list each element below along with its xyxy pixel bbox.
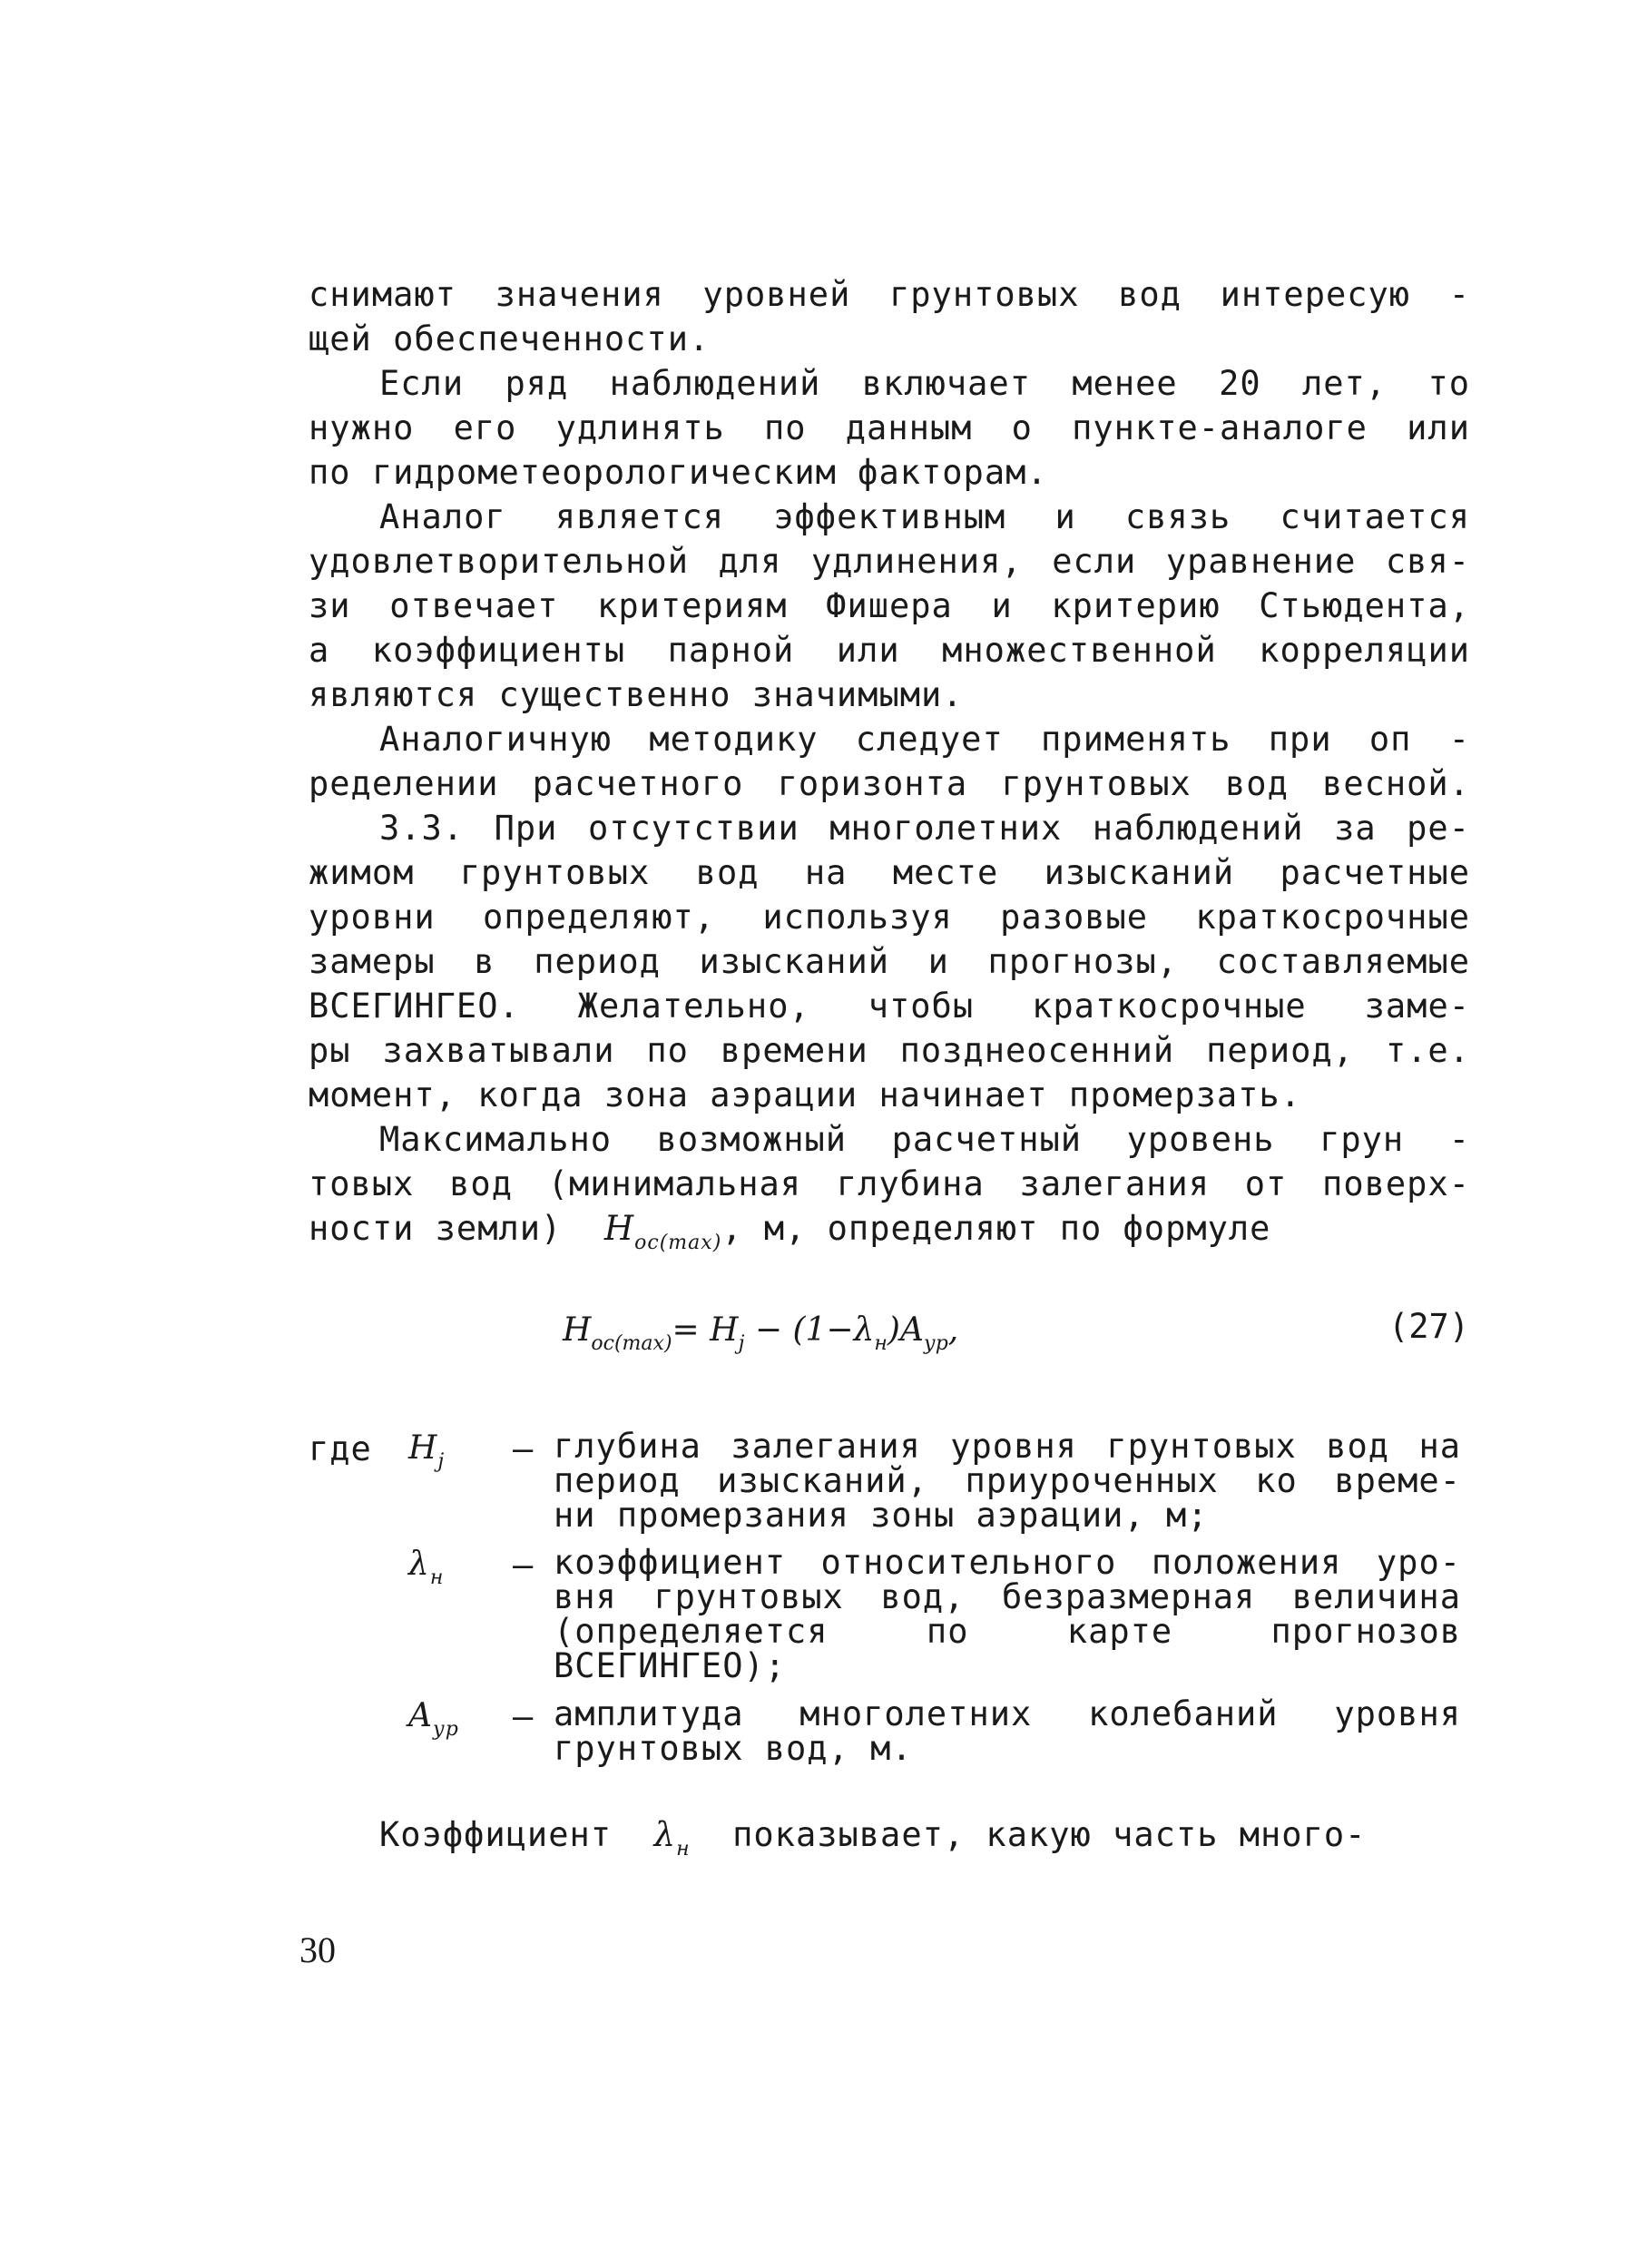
text-line: момент, когда зона аэрации начинает промерзать. [309,1075,1301,1114]
definition-line: (определяется по карте прогнозов [554,1612,1461,1651]
text-line: а коэффициенты парной или множественной корреляции [309,631,1470,670]
definition-line: вня грунтовых вод, безразмерная величина [554,1577,1461,1616]
text-line: товых вод (минимальная глубина залегания от поверх- [309,1164,1470,1203]
text-line: Аналогичную методику следует применять при оп - [379,720,1470,759]
definition-line: период изысканий, приуроченных ко време- [554,1461,1461,1500]
body-text [309,272,1470,1254]
text-line: по гидрометеорологическим факторам. [309,453,1048,492]
symbol-a: $A_{ур}$ [408,1697,459,1741]
symbol-lambda: $\lambda_н$ [408,1546,445,1589]
where-label: где [309,1429,372,1468]
text-line: уровни определяют, используя разовые краткосрочные [309,898,1470,937]
definition-line: ни промерзания зоны аэрации, м; [554,1496,1209,1535]
text-line: ры захватывали по времени позднеосенний период, т.е. [309,1031,1470,1070]
symbol-lambda: λ [653,1815,677,1854]
text-line: являются существенно значимыми. [309,675,964,714]
text-line: ВСЕГИНГЕО. Желательно, чтобы краткосрочные заме- [309,987,1470,1026]
text-line: щей обеспеченности. [309,319,711,358]
closing-line: Коэффициент $\lambda_н$ показывает, какую часть много- [379,1815,1367,1861]
text-line: удовлетворительной для удлинения, если уравнение свя- [309,542,1470,581]
document-page: снимают значения уровней грунтовых вод интересую - щей обеспеченности. Если ряд наблюдений включает менее 20 лет, то нужно его удлинять по данным о пункте-аналоге или по гидрометеорологическим факторам. Аналог является эффективным и связь считается удовлетворительной для удлинения, если уравнение свя- зи отвечает критериям Фишера и критерию Стьюдента, а коэффициенты парной или множественной корреляции являются существенно значимыми. Аналогичную методику следует применять при оп - ределении расчетного горизонта грунтовых вод весной. 3.3. При отсутствии многолетних наблюдений за ре- жимом грунтовых вод на месте изысканий расчетные уровни определяют, используя разовые краткосрочные замеры в период изысканий и прогнозы, составляемые ВСЕГИНГЕО. Желательно, чтобы краткосрочные заме- ры захватывали по времени позднеосенний период, т.е. момент, когда зона аэрации начинает промерзать. Максимально возможный расчетный уровень грун - товых вод (минимальная глубина залегания от поверх- ности земли) $H_{ос(max)}$, м, определяют по формуле $H_{ос(max)}= H_j - (1-\lambda_н)A_{ур}$, (27) где $H_j$ – глубина залегания уровня грунтовых вод на период изысканий, приуроченных ко време- ни промерзания зоны аэрации, м; $\lambda_н$ – коэффициент относительного положения уро- вня грунтовых вод, безразмерная величина (определяется по карте прогнозов ВСЕГИНГЕО); $A_{ур}$ – амплитуда многолетних колебаний уровня грунтовых вод, м. Коэффициент $\lambda_н$ показывает, какую часть много- 30 [0,0,1628,2268]
text-line: зи отвечает критериям Фишера и критерию Стьюдента, [309,586,1470,625]
symbol-hj: $H_j$ [408,1429,446,1473]
text-line: Если ряд наблюдений включает менее 20 лет, то [379,364,1470,403]
text-line-with-symbol: ности земли) $H_{ос(max)}$, м, определяют по формуле [309,1209,1271,1254]
text-line: жимом грунтовых вод на месте изысканий расчетные [309,853,1470,892]
text-line: нужно его удлинять по данным о пункте-аналоге или [309,408,1470,447]
definition-line: грунтовых вод, м. [554,1729,913,1768]
text-line: Максимально возможный расчетный уровень грун - [379,1120,1470,1159]
definition-line: амплитуда многолетних колебаний уровня [554,1694,1461,1733]
definition-line: глубина залегания уровня грунтовых вод на [554,1427,1461,1466]
formula-27: $H_{ос(max)}= H_j - (1-\lambda_н)A_{ур}$, [563,1311,959,1355]
definition-line: коэффициент относительного положения уро- [554,1543,1461,1582]
text-line: Аналог является эффективным и связь считается [379,497,1470,536]
page-number: 30 [299,1929,336,1970]
formula-number: (27) [1388,1307,1470,1346]
variable-subscript: ос(max) [634,1232,722,1254]
definition-line: ВСЕГИНГЕО); [554,1646,787,1685]
text-line: снимают значения уровней грунтовых вод интересую - [309,275,1470,314]
variable-h: H [603,1209,635,1248]
text-line: замеры в период изысканий и прогнозы, составляемые [309,942,1470,981]
text-line: ределении расчетного горизонта грунтовых вод весной. [309,764,1470,803]
text-line: 3.3. При отсутствии многолетних наблюдений за ре- [379,809,1470,848]
